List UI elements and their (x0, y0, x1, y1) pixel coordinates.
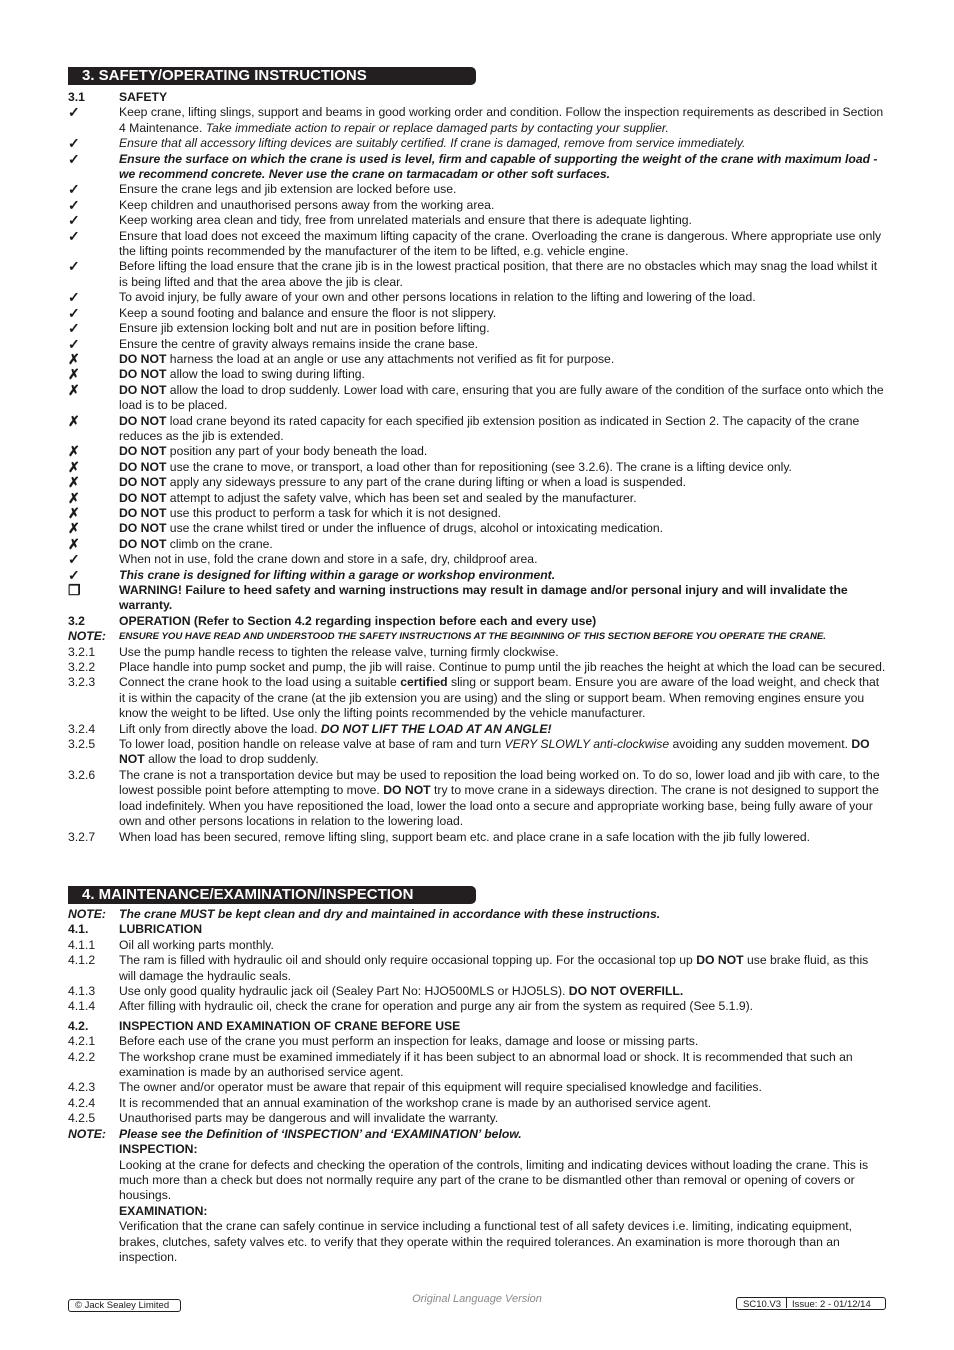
bullet-icon: ✗ (68, 381, 80, 398)
safety-item (68, 367, 888, 382)
item-text (119, 213, 888, 228)
text-run: Unauthorised parts may be dangerous and will invalidate the warranty. (119, 1111, 499, 1126)
safety-item (68, 136, 888, 151)
safety-item (68, 182, 888, 197)
operation-note (68, 629, 888, 644)
bullet-icon: ❐ (68, 582, 81, 598)
examination-definition-title: EXAMINATION: (119, 1203, 208, 1218)
bullet-icon: ✓ (68, 227, 80, 244)
text-run: allow the load to drop suddenly. Lower load with care, ensuring that you are fully aware of the condition of the surface onto which the load is to be placed. (119, 382, 884, 413)
text-run: certified (400, 675, 448, 690)
section-3-header (68, 67, 476, 85)
inspection-step (68, 1111, 888, 1126)
operation-step (68, 737, 888, 768)
item-text (119, 460, 888, 475)
text-run: When not in use, fold the crane down and store in a safe, dry, childproof area. (119, 552, 538, 567)
item-number: 4.2.4 (68, 1095, 96, 1110)
subsection-number: 4.2. (68, 1018, 89, 1033)
lubrication-step (68, 999, 888, 1014)
text-run: Ensure jib extension locking bolt and nut are in position before lifting. (119, 321, 490, 336)
text-run: Ensure that load does not exceed the maximum lifting capacity of the crane. Overloading the crane is dangerous. Where appropriate use only the lifting points recommended by the manufacturer of the item to be lifted, e.g. vehicle engine. (119, 228, 882, 259)
text-run: load crane beyond its rated capacity for each specified jib extension position as indicated in Section 2. The capacity of the crane reduces as the jib is extended. (119, 413, 860, 443)
item-text (119, 521, 888, 536)
text-run: DO NOT (119, 490, 167, 505)
safety-item (68, 475, 888, 490)
text-run: Place handle into pump socket and pump, the jib will raise. Continue to pump until the jib reaches the height at which the load can be secured. (119, 660, 886, 675)
safety-item (68, 213, 888, 228)
text-run: Keep working area clean and tidy, free from unrelated materials and ensure that there is adequate lighting. (119, 213, 692, 228)
item-text (119, 830, 888, 845)
item-text (119, 675, 888, 721)
item-text (119, 768, 888, 830)
text-run: Use the pump handle recess to tighten the release valve, turning firmly clockwise. (119, 644, 559, 659)
bullet-icon: ✗ (68, 535, 80, 552)
text-run: The owner and/or operator must be aware that repair of this equipment will require specialised knowledge and facilities. (119, 1080, 762, 1095)
examination-definition-text: Verification that the crane can safely continue in service including a functional test of all safety devices i.e. limiting, indicating equipment, brakes, clutches, safety valves etc. to verify that they operate within the required tolerances. An examination is more thorough than an inspection. (119, 1219, 853, 1264)
subsection-title: LUBRICATION (119, 922, 203, 937)
text-run: The ram is filled with hydraulic oil and should only require occasional topping up. For the occasional top up (119, 953, 697, 968)
bullet-icon: ✗ (68, 474, 80, 491)
item-text (119, 1050, 888, 1081)
section-3-title: 3. SAFETY/OPERATING INSTRUCTIONS (82, 67, 367, 84)
bullet-icon: ✓ (68, 566, 80, 583)
text-run: Before each use of the crane you must perform an inspection for leaks, damage and loose or missing parts. (119, 1034, 699, 1049)
item-text (119, 306, 888, 321)
item-text (119, 583, 888, 614)
text-run: DO NOT OVERFILL. (568, 984, 684, 999)
note-label: NOTE: (68, 907, 106, 921)
item-number: 4.2.3 (68, 1080, 96, 1095)
bullet-icon: ✗ (68, 504, 80, 521)
maintenance-note (68, 907, 888, 922)
operation-step (68, 645, 888, 660)
bullet-icon: ✓ (68, 196, 80, 213)
text-run: To lower load, position handle on release valve at base of ram and turn (119, 737, 505, 752)
bullet-icon: ✗ (68, 412, 80, 429)
item-number: 3.2.6 (68, 767, 96, 782)
item-number: 3.2.3 (68, 675, 96, 690)
safety-item (68, 306, 888, 321)
safety-item (68, 552, 888, 567)
safety-item (68, 521, 888, 536)
text-run: Use only good quality hydraulic jack oil (Sealey Part No: HJO500MLS or HJO5LS). (119, 984, 569, 999)
note-label: NOTE: (68, 629, 106, 644)
bullet-icon: ✓ (68, 150, 80, 167)
safety-item (68, 491, 888, 506)
examination-definition (68, 1204, 888, 1266)
safety-item (68, 352, 888, 367)
note-text: ENSURE YOU HAVE READ AND UNDERSTOOD THE SAFETY INSTRUCTIONS AT THE BEGINNING OF THIS SECTION BEFORE YOU OPERATE THE CRANE. (119, 631, 826, 643)
item-text (119, 491, 888, 506)
lubrication-step (68, 938, 888, 953)
text-run: It is recommended that an annual examination of the workshop crane is made by an authorised service agent. (119, 1095, 712, 1110)
bullet-icon: ✓ (68, 104, 80, 121)
text-run: Keep crane, lifting slings, support and beams in good working order and condition. Follow the inspection requirements as described in Section 4 Maintenance. (119, 105, 884, 135)
bullet-icon: ✗ (68, 350, 80, 367)
text-run: Ensure the crane legs and jib extension are locked before use. (119, 182, 457, 197)
text-run: Keep a sound footing and balance and ensure the floor is not slippery. (119, 305, 497, 320)
inspection-step (68, 1034, 888, 1049)
safety-item (68, 583, 888, 614)
bullet-icon: ✓ (68, 289, 80, 306)
bullet-icon: ✓ (68, 258, 80, 275)
subsection-4-2-heading (68, 1019, 888, 1034)
item-number: 3.2.1 (68, 644, 96, 659)
bullet-icon: ✓ (68, 181, 80, 198)
item-text (119, 737, 888, 768)
safety-item (68, 460, 888, 475)
text-run: climb on the crane. (166, 536, 273, 551)
section-3-body (68, 90, 888, 845)
bullet-icon: ✗ (68, 458, 80, 475)
item-number: 4.1.1 (68, 937, 96, 952)
subsection-3-1-heading (68, 90, 888, 105)
text-run: DO NOT (119, 367, 167, 382)
item-text (119, 1111, 888, 1126)
text-run: try to move crane in a sideways direction. The crane is not designed to support the load indefinitely. When you have repositioned the load, lower the load onto a secure and appropriate working base, being fully aware of your own and other persons locations in relation to the lowering load. (119, 783, 879, 829)
text-run: WARNING! Failure to heed safety and warning instructions may result in damage and/or personal injury and will invalidate the warranty. (119, 583, 848, 613)
bullet-icon: ✗ (68, 489, 80, 506)
inspection-step (68, 1080, 888, 1095)
text-run: attempt to adjust the safety valve, which has been set and sealed by the manufacturer. (166, 490, 637, 505)
item-text (119, 1080, 888, 1095)
operation-step (68, 675, 888, 721)
text-run: apply any sideways pressure to any part of the crane during lifting or when a load is suspended. (166, 475, 687, 490)
inspection-list (68, 1034, 888, 1126)
text-run: use brake fluid, as this will damage the hydraulic seals. (119, 953, 869, 983)
bullet-icon: ✓ (68, 212, 80, 229)
text-run: To avoid injury, be fully aware of your own and other persons locations in relation to the lifting and lowering of the load. (119, 290, 756, 305)
text-run: VERY SLOWLY anti-clockwise (504, 737, 670, 752)
safety-item (68, 229, 888, 260)
note-label: NOTE: (68, 1126, 106, 1141)
section-4-header (68, 886, 476, 904)
text-run: position any part of your body beneath the load. (166, 444, 428, 459)
subsection-number: 3.2 (68, 613, 85, 628)
subsection-title: SAFETY (119, 90, 168, 104)
item-number: 3.2.5 (68, 737, 96, 752)
language-version: Original Language Version (412, 1293, 542, 1305)
operation-step (68, 768, 888, 830)
text-run: Ensure that all accessory lifting devices are suitably certified. If crane is damaged, remove from service immediately. (119, 136, 746, 151)
text-run: DO NOT (696, 953, 744, 968)
lubrication-step (68, 953, 888, 984)
text-run: After filling with hydraulic oil, check the crane for operation and purge any air from the system as required (See 5.1.9). (119, 999, 754, 1014)
text-run: allow the load to drop suddenly. (144, 752, 319, 767)
item-number: 4.2.1 (68, 1034, 96, 1049)
lubrication-list (68, 938, 888, 1015)
document-id-box (736, 1297, 886, 1310)
bullet-icon: ✓ (68, 135, 80, 152)
note-text: The crane MUST be kept clean and dry and maintained in accordance with these instructions. (119, 907, 661, 921)
item-text (119, 182, 888, 197)
item-text (119, 444, 888, 459)
safety-item (68, 537, 888, 552)
item-number: 4.1.2 (68, 953, 96, 968)
subsection-3-2-heading (68, 614, 888, 629)
subsection-number: 4.1. (68, 922, 89, 937)
inspection-definition-title: INSPECTION: (119, 1142, 198, 1157)
model-number: SC10.V3 (743, 1299, 782, 1310)
item-text (119, 337, 888, 352)
inspection-definition-text: Looking at the crane for defects and checking the operation of the controls, limiting and indicating devices without loading the crane. This is much more than a check but does not normally require any part of the crane to be dismantled other than removal or opening of covers or housings. (119, 1157, 869, 1203)
text-run: Ensure the surface on which the crane is used is level, firm and capable of supporting the weight of the crane with maximum load - we recommend concrete. Never use the crane on tarmacadam or other soft surfaces. (119, 151, 878, 182)
operation-step (68, 660, 888, 675)
item-text (119, 984, 888, 999)
text-run: use the crane to move, or transport, a load other than for repositioning (see 3.2.6). The crane is a lifting device only. (166, 459, 792, 474)
text-run: The crane is not a transportation device but may be used to reposition the load being worked on. To do so, lower load and jib with care, to the lowest possible point before attempting to move. (119, 767, 880, 798)
item-number: 3.2.2 (68, 660, 96, 675)
item-text (119, 105, 888, 136)
bullet-icon: ✗ (68, 366, 80, 383)
safety-item (68, 259, 888, 290)
item-text (119, 506, 888, 521)
bullet-icon: ✓ (68, 320, 80, 337)
text-run: DO NOT (119, 444, 167, 459)
safety-item (68, 105, 888, 136)
subsection-4-1-heading (68, 922, 888, 937)
inspection-definition (68, 1142, 888, 1204)
text-run: When load has been secured, remove lifting sling, support beam etc. and place crane in a safe location with the jib fully lowered. (119, 829, 811, 844)
operation-step (68, 722, 888, 737)
bullet-icon: ✓ (68, 335, 80, 352)
text-run: Take immediate action to repair or replace damaged parts by contacting your supplier. (205, 120, 669, 135)
subsection-title: OPERATION (Refer to Section 4.2 regarding inspection before each and every use) (119, 613, 597, 628)
safety-item (68, 383, 888, 414)
text-run: use the crane whilst tired or under the influence of drugs, alcohol or intoxicating medication. (166, 521, 663, 536)
text-run: DO NOT (119, 413, 167, 428)
text-run: This crane is designed for lifting within a garage or workshop environment. (119, 567, 556, 582)
safety-item (68, 444, 888, 459)
bullet-icon: ✗ (68, 520, 80, 537)
safety-item (68, 568, 888, 583)
text-run: Keep children and unauthorised persons away from the working area. (119, 197, 495, 212)
safety-item (68, 321, 888, 336)
item-number: 3.2.4 (68, 721, 96, 736)
item-text (119, 953, 888, 984)
safety-item (68, 290, 888, 305)
text-run: Oil all working parts monthly. (119, 937, 274, 952)
item-text (119, 660, 888, 675)
bullet-icon: ✗ (68, 443, 80, 460)
item-text (119, 229, 888, 260)
text-run: DO NOT (119, 459, 167, 474)
item-text (119, 414, 888, 445)
text-run: Before lifting the load ensure that the crane jib is in the lowest practical position, that there are no obstacles which may snag the load whilst it is being lifted and that the area above the jib is clear. (119, 259, 878, 289)
item-text (119, 198, 888, 213)
item-text (119, 552, 888, 567)
item-number: 4.1.4 (68, 999, 96, 1014)
item-text (119, 367, 888, 382)
item-text (119, 999, 888, 1014)
item-text (119, 352, 888, 367)
bullet-icon: ✓ (68, 304, 80, 321)
text-run: Ensure the centre of gravity always remains inside the crane base. (119, 336, 479, 351)
item-text (119, 645, 888, 660)
lubrication-step (68, 984, 888, 999)
item-text (119, 938, 888, 953)
item-text (119, 1096, 888, 1111)
text-run: avoiding any sudden movement. (669, 737, 852, 752)
text-run: DO NOT (119, 505, 167, 520)
section-4-title: 4. MAINTENANCE/EXAMINATION/INSPECTION (82, 886, 414, 903)
subsection-title: INSPECTION AND EXAMINATION OF CRANE BEFORE USE (119, 1018, 461, 1033)
item-text (119, 136, 888, 151)
text-run: DO NOT (119, 382, 167, 397)
text-run: DO NOT LIFT THE LOAD AT AN ANGLE! (320, 721, 552, 736)
item-text (119, 475, 888, 490)
issue-date: Issue: 2 - 01/12/14 (792, 1299, 871, 1310)
item-number: 3.2.7 (68, 829, 96, 844)
operation-list (68, 645, 888, 845)
item-text (119, 290, 888, 305)
item-text (119, 1034, 888, 1049)
subsection-number: 3.1 (68, 90, 85, 104)
copyright-text: © Jack Sealey Limited (75, 1300, 170, 1311)
item-text (119, 568, 888, 583)
item-text (119, 321, 888, 336)
safety-item (68, 506, 888, 521)
item-number: 4.2.5 (68, 1111, 96, 1126)
note-text: Please see the Definition of ‘INSPECTION’ and ‘EXAMINATION’ below. (119, 1126, 522, 1141)
text-run: use this product to perform a task for which it is not designed. (166, 505, 502, 520)
item-text (119, 722, 888, 737)
definitions-note (68, 1127, 888, 1142)
text-run: Connect the crane hook to the load using a suitable (119, 675, 401, 690)
text-run: DO NOT (119, 536, 167, 551)
section-4-body (68, 907, 888, 1265)
operation-step (68, 830, 888, 845)
safety-item (68, 152, 888, 183)
text-run: DO NOT (383, 783, 431, 798)
text-run: DO NOT (119, 351, 167, 366)
item-number: 4.2.2 (68, 1049, 96, 1064)
text-run: harness the load at an angle or use any attachments not verified as fit for purpose. (166, 351, 615, 366)
text-run: The workshop crane must be examined immediately if it has been subject to an abnormal load or shock. It is recommended that such an examination is made by an authorised service agent. (119, 1049, 853, 1080)
item-text (119, 383, 888, 414)
item-text (119, 537, 888, 552)
safety-item (68, 198, 888, 213)
safety-list (68, 105, 888, 613)
item-number: 4.1.3 (68, 984, 96, 999)
text-run: sling or support beam. Ensure you are aware of the load weight, and check that it is within the capacity of the crane (at the jib extension you are using) and the sling or support beam. When removing engines ensure you know the weight to be lifted. Use only the lifting points recommended by the vehicle manufacturer. (119, 675, 880, 721)
bullet-icon: ✓ (68, 551, 80, 568)
text-run: DO NOT (119, 521, 167, 536)
safety-item (68, 337, 888, 352)
safety-item (68, 414, 888, 445)
item-text (119, 259, 888, 290)
item-text (119, 152, 888, 183)
text-run: DO NOT (119, 737, 870, 767)
inspection-step (68, 1050, 888, 1081)
text-run: Lift only from directly above the load. (119, 721, 321, 736)
inspection-step (68, 1096, 888, 1111)
text-run: DO NOT (119, 475, 167, 490)
text-run: allow the load to swing during lifting. (166, 367, 365, 382)
